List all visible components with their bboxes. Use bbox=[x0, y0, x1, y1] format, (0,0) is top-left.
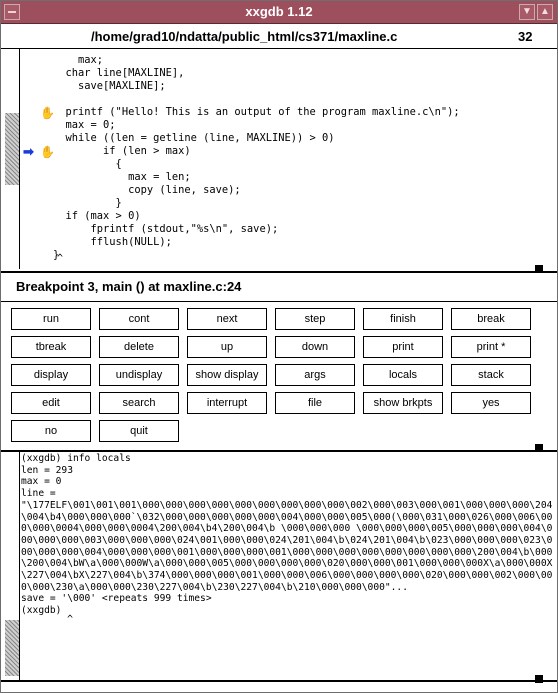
cont-button[interactable]: cont bbox=[99, 308, 179, 330]
current-line-arrow-icon: ➡ bbox=[23, 144, 34, 159]
source-line[interactable]: max; bbox=[53, 54, 104, 66]
file-button[interactable]: file bbox=[275, 392, 355, 414]
next-button[interactable]: next bbox=[187, 308, 267, 330]
search-button[interactable]: search bbox=[99, 392, 179, 414]
source-line[interactable]: printf ("Hello! This is an output of the program maxline.c\n"); bbox=[53, 106, 460, 118]
edit-button[interactable]: edit bbox=[11, 392, 91, 414]
source-line[interactable]: char line[MAXLINE], bbox=[53, 67, 185, 79]
command-button-panel bbox=[1, 302, 557, 452]
breakpoint-hand-icon[interactable]: ✋ bbox=[40, 145, 55, 159]
console-cursor: ^ bbox=[67, 614, 74, 625]
title-bar[interactable] bbox=[1, 1, 557, 24]
source-line[interactable]: if (len > max) bbox=[53, 145, 191, 157]
source-line[interactable]: copy (line, save); bbox=[53, 184, 241, 196]
pane-resize-handle[interactable] bbox=[535, 675, 543, 683]
console-scrollbar-thumb[interactable] bbox=[5, 620, 19, 676]
source-window[interactable] bbox=[1, 49, 557, 273]
source-line[interactable]: max = len; bbox=[53, 171, 191, 183]
print-button[interactable]: print bbox=[363, 336, 443, 358]
args-button[interactable]: args bbox=[275, 364, 355, 386]
breakpoint-hand-icon[interactable]: ✋ bbox=[40, 106, 55, 120]
quit-button[interactable]: quit bbox=[99, 420, 179, 442]
yes-button[interactable]: yes bbox=[451, 392, 531, 414]
print-button[interactable]: print * bbox=[451, 336, 531, 358]
status-bar bbox=[1, 273, 557, 302]
finish-button[interactable]: finish bbox=[363, 308, 443, 330]
minimize-icon[interactable]: ▼ bbox=[519, 4, 535, 20]
bottom-border bbox=[1, 680, 557, 682]
file-label-bar bbox=[1, 24, 557, 49]
text-cursor: ^ bbox=[57, 253, 64, 264]
undisplay-button[interactable]: undisplay bbox=[99, 364, 179, 386]
interrupt-button[interactable]: interrupt bbox=[187, 392, 267, 414]
console-scrollbar-track[interactable] bbox=[19, 452, 20, 680]
source-line[interactable]: { bbox=[53, 158, 122, 170]
command-console[interactable] bbox=[1, 452, 557, 680]
step-button[interactable]: step bbox=[275, 308, 355, 330]
down-button[interactable]: down bbox=[275, 336, 355, 358]
break-button[interactable]: break bbox=[451, 308, 531, 330]
source-line[interactable]: } bbox=[53, 197, 122, 209]
source-line[interactable]: while ((len = getline (line, MAXLINE)) > 0) bbox=[53, 132, 335, 144]
run-button[interactable]: run bbox=[11, 308, 91, 330]
delete-button[interactable]: delete bbox=[99, 336, 179, 358]
tbreak-button[interactable]: tbreak bbox=[11, 336, 91, 358]
locals-button[interactable]: locals bbox=[363, 364, 443, 386]
source-scrollbar-track[interactable] bbox=[19, 49, 20, 269]
show-brkpts-button[interactable]: show brkpts bbox=[363, 392, 443, 414]
show-display-button[interactable]: show display bbox=[187, 364, 267, 386]
source-line[interactable]: } bbox=[53, 249, 60, 261]
window-title: xxgdb 1.12 bbox=[245, 4, 313, 19]
source-line[interactable]: fprintf (stdout,"%s\n", save); bbox=[53, 223, 279, 235]
up-button[interactable]: up bbox=[187, 336, 267, 358]
source-filename: /home/grad10/ndatta/public_html/cs371/maxline.c bbox=[91, 29, 398, 44]
source-line[interactable]: fflush(NULL); bbox=[53, 236, 172, 248]
maximize-icon[interactable]: ▲ bbox=[537, 4, 553, 20]
source-line[interactable]: if (max > 0) bbox=[53, 210, 141, 222]
console-output[interactable]: (xxgdb) info locals len = 293 max = 0 line = "\177ELF\001\001\001\000\000\000\000\000\000\000\000\000\002\000\003\000\001\000\000\000\204\004\b4\000\000\000`\032\000\000\000\000\000\004\000\000\005\000(\000\031\000\026\000\006\000\000\0004\000\000\0004\200\004\b4\200\004\b \000\000\000 \000\000\000\005\000\000\000\004\000\000\000\003\000\000\000\024\001\000\000\024\201\004\b\024\201\004\b\023\000\000\000\023\000\000\000\004\000\000\000\001\000\000\000\001\000\000\000\000\000\000\000\000\200\004\b\000\200\004\bW\a\000\000W\a\000\000\005\000\000\000\000\020\000\000\001\000\000\000X\a\000\000X\227\004\bX\227\004\b\374\000\000\000\001\000\000\006\000\000\000\000\020\000\000\002\000\000\000\230\a\000\000\230\227\004\b\230\227\004\b\210\000\000\000"... save = '\000' <repeats 999 times> (xxgdb) bbox=[21, 453, 553, 617]
pane-resize-handle[interactable] bbox=[535, 444, 543, 452]
source-line[interactable]: max = 0; bbox=[53, 119, 116, 131]
stack-button[interactable]: stack bbox=[451, 364, 531, 386]
pane-resize-handle[interactable] bbox=[535, 265, 543, 273]
source-line[interactable]: save[MAXLINE]; bbox=[53, 80, 166, 92]
status-message: Breakpoint 3, main () at maxline.c:24 bbox=[16, 279, 242, 294]
no-button[interactable]: no bbox=[11, 420, 91, 442]
display-button[interactable]: display bbox=[11, 364, 91, 386]
source-scrollbar-thumb[interactable] bbox=[5, 113, 19, 185]
source-line-number: 32 bbox=[518, 29, 533, 44]
